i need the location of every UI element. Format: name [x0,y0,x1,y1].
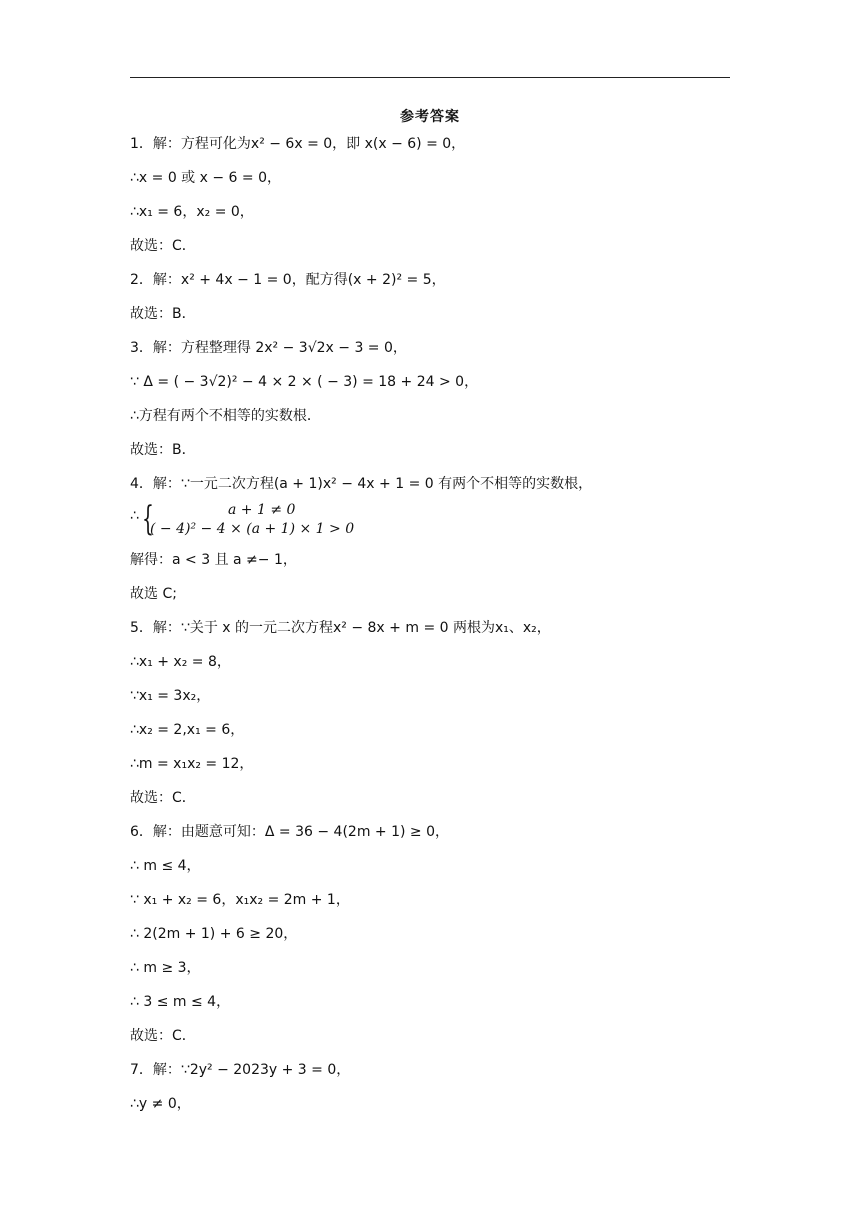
left-brace: { [142,499,154,539]
answer-line: ∴y ≠ 0， [130,1096,191,1112]
header-rule [130,77,730,78]
answer-line: 2．解：x² + 4x − 1 = 0，配方得(x + 2)² = 5， [130,272,446,288]
answer-line: ∴方程有两个不相等的实数根． [130,408,321,424]
answer-line: ∵ x₁ + x₂ = 6，x₁x₂ = 2m + 1， [130,892,350,908]
answer-line: 故选：C． [130,1028,196,1044]
answer-line: 故选：C． [130,238,196,254]
answer-line: ∴x₂ = 2,x₁ = 6， [130,722,245,738]
answer-line: 故选 C; [130,586,177,602]
answer-line: ∵ Δ = ( − 3√2)² − 4 × 2 × ( − 3) = 18 + 24 > 0， [130,374,479,390]
answer-line: ∴ 2(2m + 1) + 6 ≥ 20， [130,926,298,942]
answer-line: 解得：a < 3 且 a ≠− 1， [130,552,297,568]
answer-line: ∵x₁ = 3x₂， [130,688,211,704]
answer-line: ∴x₁ + x₂ = 8， [130,654,231,670]
answer-line: ∴x = 0 或 x − 6 = 0， [130,170,281,186]
answer-line: 7．解：∵2y² − 2023y + 3 = 0， [130,1062,351,1078]
case-line: ( − 4)² − 4 × (a + 1) × 1 > 0 [150,521,355,537]
answer-line: ∴ m ≥ 3， [130,960,201,976]
answer-line: ∴ m ≤ 4， [130,858,201,874]
answer-line: 1．解：方程可化为x² − 6x = 0，即 x(x − 6) = 0， [130,136,466,152]
answer-line: 故选：B． [130,442,196,458]
answer-line: 故选：C． [130,790,196,806]
case-line: a + 1 ≠ 0 [228,502,296,518]
answer-line: ∴x₁ = 6，x₂ = 0， [130,204,254,220]
answer-line: 4．解：∵一元二次方程(a + 1)x² − 4x + 1 = 0 有两个不相等的实数根， [130,476,593,492]
answer-line: ∴ 3 ≤ m ≤ 4， [130,994,231,1010]
answer-line: 3．解：方程整理得 2x² − 3√2x − 3 = 0， [130,340,407,356]
page-title: 参考答案 [400,109,460,125]
therefore-symbol: ∴ [130,508,139,524]
answer-line: 故选：B． [130,306,196,322]
answer-line: 6．解：由题意可知：Δ = 36 − 4(2m + 1) ≥ 0， [130,824,450,840]
answer-line: ∴m = x₁x₂ = 12， [130,756,254,772]
answer-line: 5．解：∵关于 x 的一元二次方程x² − 8x + m = 0 两根为x₁、x₂， [130,620,551,636]
